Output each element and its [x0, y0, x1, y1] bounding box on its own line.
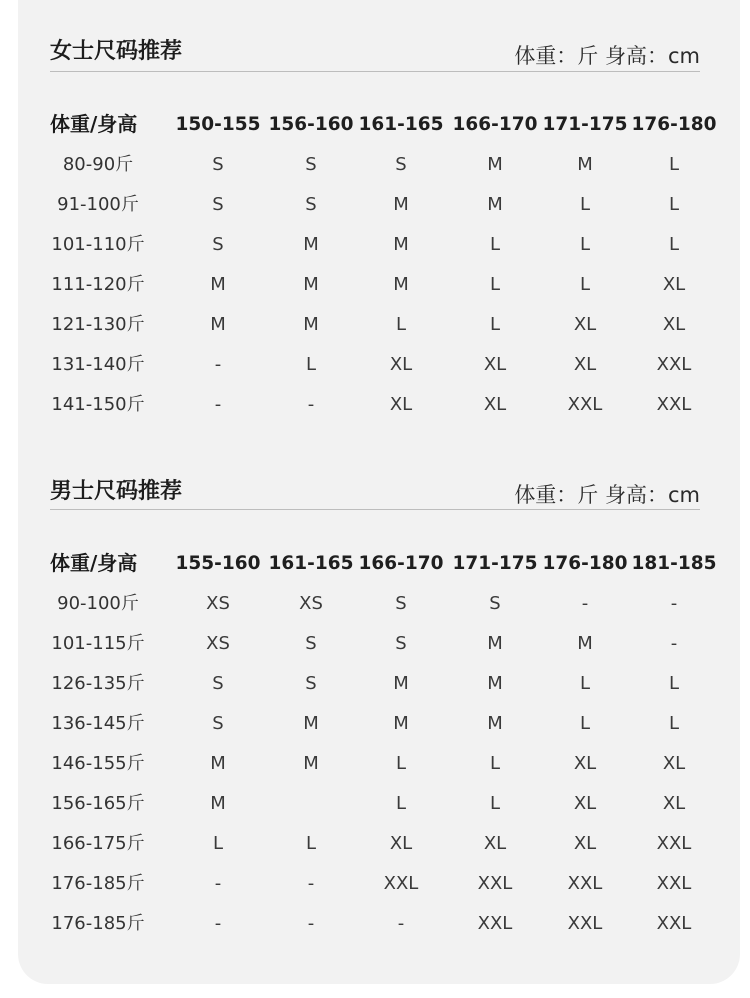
- men-size-cell-r8-c2: -: [307, 873, 315, 894]
- men-size-cell-r5-c4: L: [489, 753, 501, 774]
- women-title-divider: [50, 71, 700, 72]
- women-size-cell-r4-c4: L: [489, 274, 501, 295]
- women-size-cell-r7-c4: XL: [483, 394, 507, 415]
- men-size-cell-r1-c5: -: [581, 593, 589, 614]
- men-weight-label-row-8: 176-185斤: [51, 873, 145, 894]
- men-size-cell-r4-c6: L: [668, 713, 680, 734]
- women-weight-label-row-6: 131-140斤: [51, 354, 145, 375]
- women-size-cell-r7-c3: XL: [389, 394, 413, 415]
- women-size-cell-r5-c1: M: [210, 314, 226, 335]
- men-size-cell-r8-c5: XXL: [567, 873, 603, 894]
- men-title-divider: [50, 509, 700, 510]
- men-size-cell-r3-c4: M: [487, 673, 503, 694]
- men-size-cell-r7-c4: XL: [483, 833, 507, 854]
- men-weight-label-row-7: 166-175斤: [51, 833, 145, 854]
- men-size-cell-r1-c3: S: [395, 593, 407, 614]
- men-weight-label-row-4: 136-145斤: [51, 713, 145, 734]
- men-size-cell-r1-c2: XS: [299, 593, 323, 614]
- men-size-cell-r1-c6: -: [670, 593, 678, 614]
- men-size-cell-r5-c6: XL: [662, 753, 686, 774]
- women-size-cell-r6-c6: XXL: [656, 354, 692, 375]
- men-size-cell-r5-c3: L: [395, 753, 407, 774]
- men-size-cell-r4-c1: S: [212, 713, 224, 734]
- men-size-cell-r1-c4: S: [489, 593, 501, 614]
- women-size-cell-r6-c2: L: [305, 354, 317, 375]
- women-weight-label-row-3: 101-110斤: [51, 234, 145, 255]
- women-weight-label-row-7: 141-150斤: [51, 394, 145, 415]
- women-size-cell-r5-c4: L: [489, 314, 501, 335]
- women-size-cell-r1-c3: S: [395, 154, 407, 175]
- women-size-cell-r2-c4: M: [487, 194, 503, 215]
- men-size-cell-r6-c5: XL: [573, 793, 597, 814]
- men-size-cell-r4-c5: L: [579, 713, 591, 734]
- men-size-cell-r4-c4: M: [487, 713, 503, 734]
- men-height-header-5: 176-180: [542, 553, 628, 574]
- men-size-cell-r8-c3: XXL: [383, 873, 419, 894]
- women-size-cell-r3-c3: M: [393, 234, 409, 255]
- men-section-title: 男士尺码推荐: [50, 479, 183, 504]
- men-size-cell-r7-c1: L: [212, 833, 224, 854]
- men-size-cell-r1-c1: XS: [206, 593, 230, 614]
- men-size-cell-r5-c5: XL: [573, 753, 597, 774]
- women-size-cell-r3-c2: M: [303, 234, 319, 255]
- women-size-cell-r7-c2: -: [307, 394, 315, 415]
- men-weight-label-row-2: 101-115斤: [51, 633, 145, 654]
- women-size-cell-r7-c6: XXL: [656, 394, 692, 415]
- women-size-cell-r5-c2: M: [303, 314, 319, 335]
- women-size-cell-r4-c2: M: [303, 274, 319, 295]
- men-size-cell-r9-c3: -: [397, 913, 405, 934]
- women-size-cell-r6-c1: -: [214, 354, 222, 375]
- women-size-cell-r2-c3: M: [393, 194, 409, 215]
- women-height-header-6: 176-180: [631, 114, 717, 135]
- women-size-cell-r4-c3: M: [393, 274, 409, 295]
- women-units-note: 体重：斤 身高：cm: [514, 44, 700, 68]
- men-size-cell-r4-c3: M: [393, 713, 409, 734]
- men-size-cell-r7-c5: XL: [573, 833, 597, 854]
- women-weight-label-row-4: 111-120斤: [51, 274, 145, 295]
- women-height-header-5: 171-175: [542, 114, 628, 135]
- women-size-cell-r3-c5: L: [579, 234, 591, 255]
- women-size-cell-r2-c2: S: [305, 194, 317, 215]
- women-size-cell-r5-c6: XL: [662, 314, 686, 335]
- men-size-cell-r3-c2: S: [305, 673, 317, 694]
- men-size-cell-r4-c2: M: [303, 713, 319, 734]
- women-size-cell-r3-c6: L: [668, 234, 680, 255]
- women-weight-label-row-5: 121-130斤: [51, 314, 145, 335]
- women-size-cell-r1-c4: M: [487, 154, 503, 175]
- women-size-cell-r4-c5: L: [579, 274, 591, 295]
- men-size-cell-r7-c3: XL: [389, 833, 413, 854]
- women-size-cell-r5-c5: XL: [573, 314, 597, 335]
- men-weight-label-row-3: 126-135斤: [51, 673, 145, 694]
- men-size-cell-r6-c1: M: [210, 793, 226, 814]
- men-size-cell-r5-c2: M: [303, 753, 319, 774]
- men-size-cell-r2-c5: M: [577, 633, 593, 654]
- women-size-cell-r2-c6: L: [668, 194, 680, 215]
- women-size-cell-r1-c5: M: [577, 154, 593, 175]
- men-size-cell-r2-c1: XS: [206, 633, 230, 654]
- men-units-note: 体重：斤 身高：cm: [514, 483, 700, 507]
- men-size-cell-r9-c6: XXL: [656, 913, 692, 934]
- women-size-cell-r4-c1: M: [210, 274, 226, 295]
- men-table-corner-header: 体重/身高: [50, 551, 138, 575]
- women-size-cell-r1-c6: L: [668, 154, 680, 175]
- men-height-header-4: 171-175: [452, 553, 538, 574]
- men-size-cell-r6-c3: L: [395, 793, 407, 814]
- women-weight-label-row-2: 91-100斤: [57, 194, 139, 215]
- women-size-cell-r2-c5: L: [579, 194, 591, 215]
- men-size-cell-r2-c2: S: [305, 633, 317, 654]
- women-size-cell-r1-c2: S: [305, 154, 317, 175]
- women-size-cell-r6-c3: XL: [389, 354, 413, 375]
- men-weight-label-row-1: 90-100斤: [57, 593, 139, 614]
- men-weight-label-row-6: 156-165斤: [51, 793, 145, 814]
- women-height-header-2: 156-160: [268, 114, 354, 135]
- men-size-cell-r3-c6: L: [668, 673, 680, 694]
- women-height-header-4: 166-170: [452, 114, 538, 135]
- women-size-cell-r2-c1: S: [212, 194, 224, 215]
- men-size-cell-r8-c4: XXL: [477, 873, 513, 894]
- men-height-header-6: 181-185: [631, 553, 717, 574]
- men-size-cell-r2-c3: S: [395, 633, 407, 654]
- men-size-cell-r9-c4: XXL: [477, 913, 513, 934]
- men-size-cell-r5-c1: M: [210, 753, 226, 774]
- men-size-cell-r3-c3: M: [393, 673, 409, 694]
- women-table-corner-header: 体重/身高: [50, 112, 138, 136]
- women-size-cell-r4-c6: XL: [662, 274, 686, 295]
- men-size-cell-r2-c4: M: [487, 633, 503, 654]
- women-size-cell-r6-c4: XL: [483, 354, 507, 375]
- women-size-cell-r7-c5: XXL: [567, 394, 603, 415]
- women-size-cell-r3-c4: L: [489, 234, 501, 255]
- men-size-cell-r7-c2: L: [305, 833, 317, 854]
- men-weight-label-row-5: 146-155斤: [51, 753, 145, 774]
- women-size-cell-r1-c1: S: [212, 154, 224, 175]
- women-height-header-1: 150-155: [175, 114, 261, 135]
- men-size-cell-r9-c2: -: [307, 913, 315, 934]
- women-section-title: 女士尺码推荐: [50, 39, 183, 64]
- men-size-cell-r3-c1: S: [212, 673, 224, 694]
- men-weight-label-row-9: 176-185斤: [51, 913, 145, 934]
- women-height-header-3: 161-165: [358, 114, 444, 135]
- men-height-header-3: 166-170: [358, 553, 444, 574]
- men-size-cell-r2-c6: -: [670, 633, 678, 654]
- men-size-cell-r6-c4: L: [489, 793, 501, 814]
- men-height-header-2: 161-165: [268, 553, 354, 574]
- men-size-cell-r8-c1: -: [214, 873, 222, 894]
- men-height-header-1: 155-160: [175, 553, 261, 574]
- men-size-cell-r9-c1: -: [214, 913, 222, 934]
- men-size-cell-r9-c5: XXL: [567, 913, 603, 934]
- women-weight-label-row-1: 80-90斤: [62, 154, 134, 175]
- women-size-cell-r6-c5: XL: [573, 354, 597, 375]
- men-size-cell-r3-c5: L: [579, 673, 591, 694]
- women-size-cell-r3-c1: S: [212, 234, 224, 255]
- men-size-cell-r6-c6: XL: [662, 793, 686, 814]
- men-size-cell-r8-c6: XXL: [656, 873, 692, 894]
- men-size-cell-r7-c6: XXL: [656, 833, 692, 854]
- women-size-cell-r5-c3: L: [395, 314, 407, 335]
- women-size-cell-r7-c1: -: [214, 394, 222, 415]
